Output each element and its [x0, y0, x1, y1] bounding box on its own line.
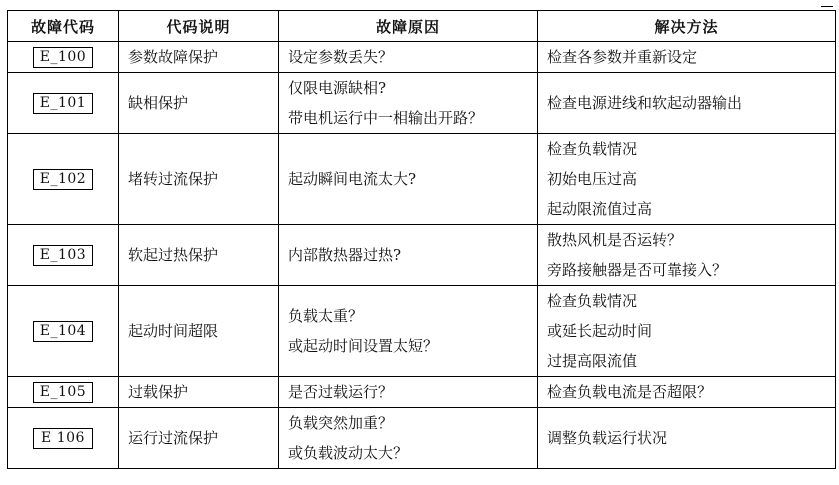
page-corner-mark	[821, 0, 833, 7]
table-row	[8, 286, 836, 377]
solution-line: 过提高限流值	[547, 352, 638, 370]
header-fault-code: 故障代码	[8, 11, 119, 42]
code-description: 过载保护	[128, 383, 189, 401]
fault-code-cell	[8, 408, 119, 469]
solution-line: 起动限流值过高	[547, 200, 653, 218]
fault-cause-cell	[279, 225, 538, 286]
table-row	[8, 408, 836, 469]
solution-line: 检查电源进线和软起动器输出	[547, 94, 743, 112]
code-description-cell	[119, 377, 279, 408]
code-description-cell	[119, 225, 279, 286]
header-fault-cause: 故障原因	[279, 11, 538, 42]
solution-cell	[538, 286, 836, 377]
solution-line: 散热风机是否运转？	[547, 231, 683, 249]
table-header-row	[8, 11, 836, 42]
fault-code-box: E_102	[33, 169, 93, 190]
solution-line: 检查负载情况	[547, 140, 638, 158]
fault-code-box: E_103	[33, 245, 93, 266]
fault-code-box: E_104	[33, 321, 93, 342]
solution-cell	[538, 408, 836, 469]
fault-code-box: E_105	[33, 382, 93, 403]
solution-line: 检查负载电流是否超限？	[547, 383, 713, 401]
solution-cell	[538, 377, 836, 408]
solution-line: 旁路接触器是否可靠接入？	[547, 261, 728, 279]
solution-cell	[538, 42, 836, 73]
code-description: 缺相保护	[128, 94, 189, 112]
fault-code-table	[7, 10, 836, 469]
fault-cause-line: 带电机运行中一相输出开路？	[288, 109, 484, 127]
fault-cause-cell	[279, 134, 538, 225]
fault-cause-cell	[279, 42, 538, 73]
fault-code-table-container	[7, 10, 835, 469]
code-description-cell	[119, 286, 279, 377]
solution-line: 或延长起动时间	[547, 322, 653, 340]
fault-code-cell	[8, 286, 119, 377]
solution-line: 初始电压过高	[547, 170, 638, 188]
fault-cause-cell	[279, 377, 538, 408]
fault-code-cell	[8, 377, 119, 408]
solution-line: 调整负载运行状况	[547, 429, 668, 447]
fault-cause-cell	[279, 286, 538, 377]
code-description-cell	[119, 42, 279, 73]
fault-code-cell	[8, 42, 119, 73]
code-description-cell	[119, 408, 279, 469]
code-description-cell	[119, 73, 279, 134]
header-code-description: 代码说明	[119, 11, 279, 42]
solution-line: 检查各参数并重新设定	[547, 48, 698, 66]
code-description: 参数故障保护	[128, 48, 219, 66]
table-row	[8, 377, 836, 408]
fault-code-box: E 106	[33, 428, 93, 449]
solution-cell	[538, 73, 836, 134]
code-description: 堵转过流保护	[128, 170, 219, 188]
fault-cause-line: 是否过载运行？	[288, 383, 394, 401]
fault-cause-cell	[279, 408, 538, 469]
code-description: 起动时间超限	[128, 322, 219, 340]
fault-cause-line: 或起动时间设置太短？	[288, 337, 439, 355]
fault-code-cell	[8, 73, 119, 134]
fault-cause-line: 设定参数丢失？	[288, 48, 394, 66]
fault-cause-line: 内部散热器过热?	[288, 246, 402, 264]
table-row	[8, 225, 836, 286]
fault-cause-line: 负载突然加重？	[288, 414, 394, 432]
code-description: 运行过流保护	[128, 429, 219, 447]
fault-cause-line: 或负载波动太大？	[288, 444, 409, 462]
fault-code-box: E_100	[33, 47, 93, 68]
table-row	[8, 73, 836, 134]
fault-code-cell	[8, 225, 119, 286]
fault-cause-line: 起动瞬间电流太大?	[288, 170, 417, 188]
header-solution: 解决方法	[538, 11, 836, 42]
fault-cause-line: 负载太重？	[288, 307, 364, 325]
fault-code-cell	[8, 134, 119, 225]
solution-cell	[538, 134, 836, 225]
solution-cell	[538, 225, 836, 286]
code-description: 软起过热保护	[128, 246, 219, 264]
code-description-cell	[119, 134, 279, 225]
table-row	[8, 134, 836, 225]
fault-cause-cell	[279, 73, 538, 134]
fault-code-box: E_101	[33, 93, 93, 114]
solution-line: 检查负载情况	[547, 292, 638, 310]
table-row	[8, 42, 836, 73]
fault-cause-line: 仅限电源缺相?	[288, 79, 387, 97]
